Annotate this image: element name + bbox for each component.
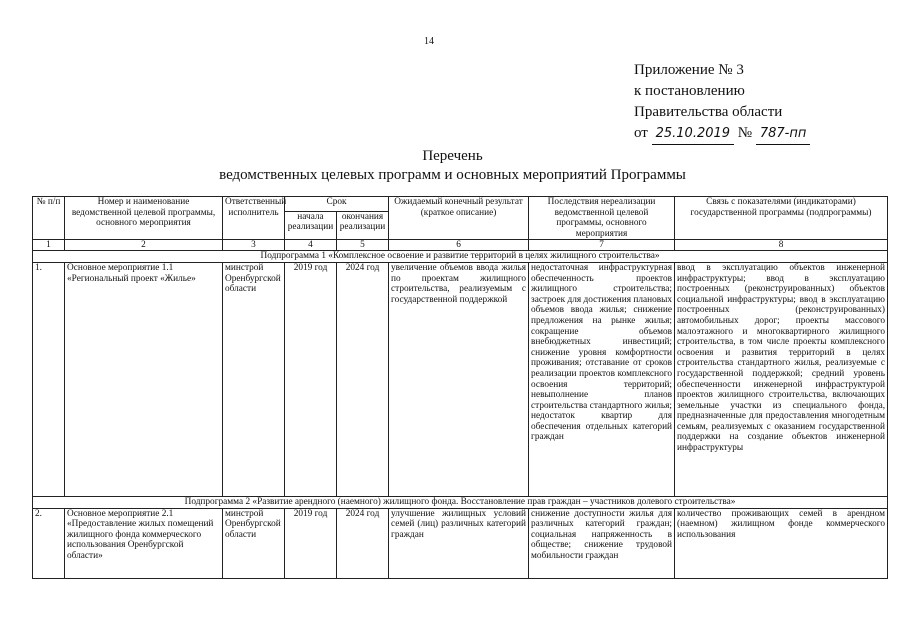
appendix-line3: Правительства области [634,104,783,120]
col-number: 6 [389,240,529,251]
page-number: 14 [424,36,434,47]
subprogram-row [33,251,888,263]
appendix-date-line [634,123,810,145]
programs-table [32,196,888,579]
row-responsible: минстрой Оренбургской области [223,262,285,496]
row-name: Основное мероприятие 2.1 «Предоставление жилых помещений жилищного фонда коммерческого использования Оренбургской области» [65,508,223,578]
col-number: 8 [675,240,888,251]
appendix-title: Приложение № 3 [634,62,744,78]
header-result: Ожидаемый конечный результат (краткое описание) [389,197,529,240]
header-responsible: Ответственный исполнитель [223,197,285,240]
subprogram-1-title: Подпрограмма 1 «Комплексное освоение и развитие территорий в целях жилищного строительства» [33,251,888,263]
row-num: 2. [33,508,65,578]
appendix-date: 25.10.2019 [652,123,734,145]
title-line1: Перечень [422,148,483,164]
row-consequences: недостаточная инфраструктурная обеспеченность проектов жилищного строительства; застроек для достижения плановых объемов ввода жилья; снижение предложения на рынке жилья; сокращение объемов внебюджетных инвестиций; снижение уровня комфортности проживания; отставание от сроков реализации проектов комплексного освоения территорий; невыполнение планов строительства стандартного жилья; недостаток квартир для обеспечения отдельных категорий граждан [529,262,675,496]
document-title [0,147,905,185]
col-number: 1 [33,240,65,251]
header-end: окончания реализации [337,211,389,240]
row-end: 2024 год [337,508,389,578]
col-number: 7 [529,240,675,251]
appendix-number: 787-пп [756,123,811,145]
row-link: ввод в эксплуатацию объектов инженерной инфраструктуры; ввод в эксплуатацию построенных (реконструированных) объектов социальной инфраструктуры; ввод в эксплуатацию построенных (реконструированных) автомобильных дорог; проекты массового малоэтажного и многоквартирного жилищного строительства, в том числе проекты комплексного освоения и развития территорий в целях строительства стандартного жилья, реализуемые с государственной поддержкой; средний уровень обеспеченности инженерной инфраструктурой проектов жилищного строительства, включающих земельные участки из специального фонда, предназначенные для предоставления многодетным семьям, реализуемых с оказанием государственной поддержки на создание объектов инженерной инфраструктуры [675,262,888,496]
header-name: Номер и наименование ведомственной целевой программы, основного мероприятия [65,197,223,240]
col-number: 2 [65,240,223,251]
subprogram-2-title: Подпрограмма 2 «Развитие арендного (наемного) жилищного фонда. Восстановление прав граждан – участников долевого строительства» [33,496,888,508]
header-link: Связь с показателями (индикаторами) государственной программы (подпрограммы) [675,197,888,240]
row-start: 2019 год [285,262,337,496]
header-term: Срок [285,197,389,212]
row-link: количество проживающих семей в арендном (наемном) жилищном фонде коммерческого использования [675,508,888,578]
subprogram-row [33,496,888,508]
row-name: Основное мероприятие 1.1 «Региональный проект «Жилье» [65,262,223,496]
date-prefix: от [634,125,648,141]
col-number: 5 [337,240,389,251]
header-consequences: Последствия нереализации ведомственной целевой программы, основного мероприятия [529,197,675,240]
row-num: 1. [33,262,65,496]
number-prefix: № [737,125,753,141]
header-start: начала реализации [285,211,337,240]
table-row [33,508,888,578]
column-numbers-row [33,240,888,251]
row-start: 2019 год [285,508,337,578]
header-row [33,197,888,212]
row-result: улучшение жилищных условий семей (лиц) различных категорий граждан [389,508,529,578]
table-row [33,262,888,496]
appendix-line2: к постановлению [634,83,745,99]
col-number: 3 [223,240,285,251]
header-num: № п/п [33,197,65,240]
row-consequences: снижение доступности жилья для различных категорий граждан; социальная напряженность в обществе; снижение трудовой мобильности граждан [529,508,675,578]
row-result: увеличение объемов ввода жилья по проектам жилищного строительства, реализуемым с государственной поддержкой [389,262,529,496]
row-end: 2024 год [337,262,389,496]
title-line2: ведомственных целевых программ и основных мероприятий Программы [219,167,686,183]
appendix-block [634,60,810,145]
row-responsible: минстрой Оренбургской области [223,508,285,578]
col-number: 4 [285,240,337,251]
